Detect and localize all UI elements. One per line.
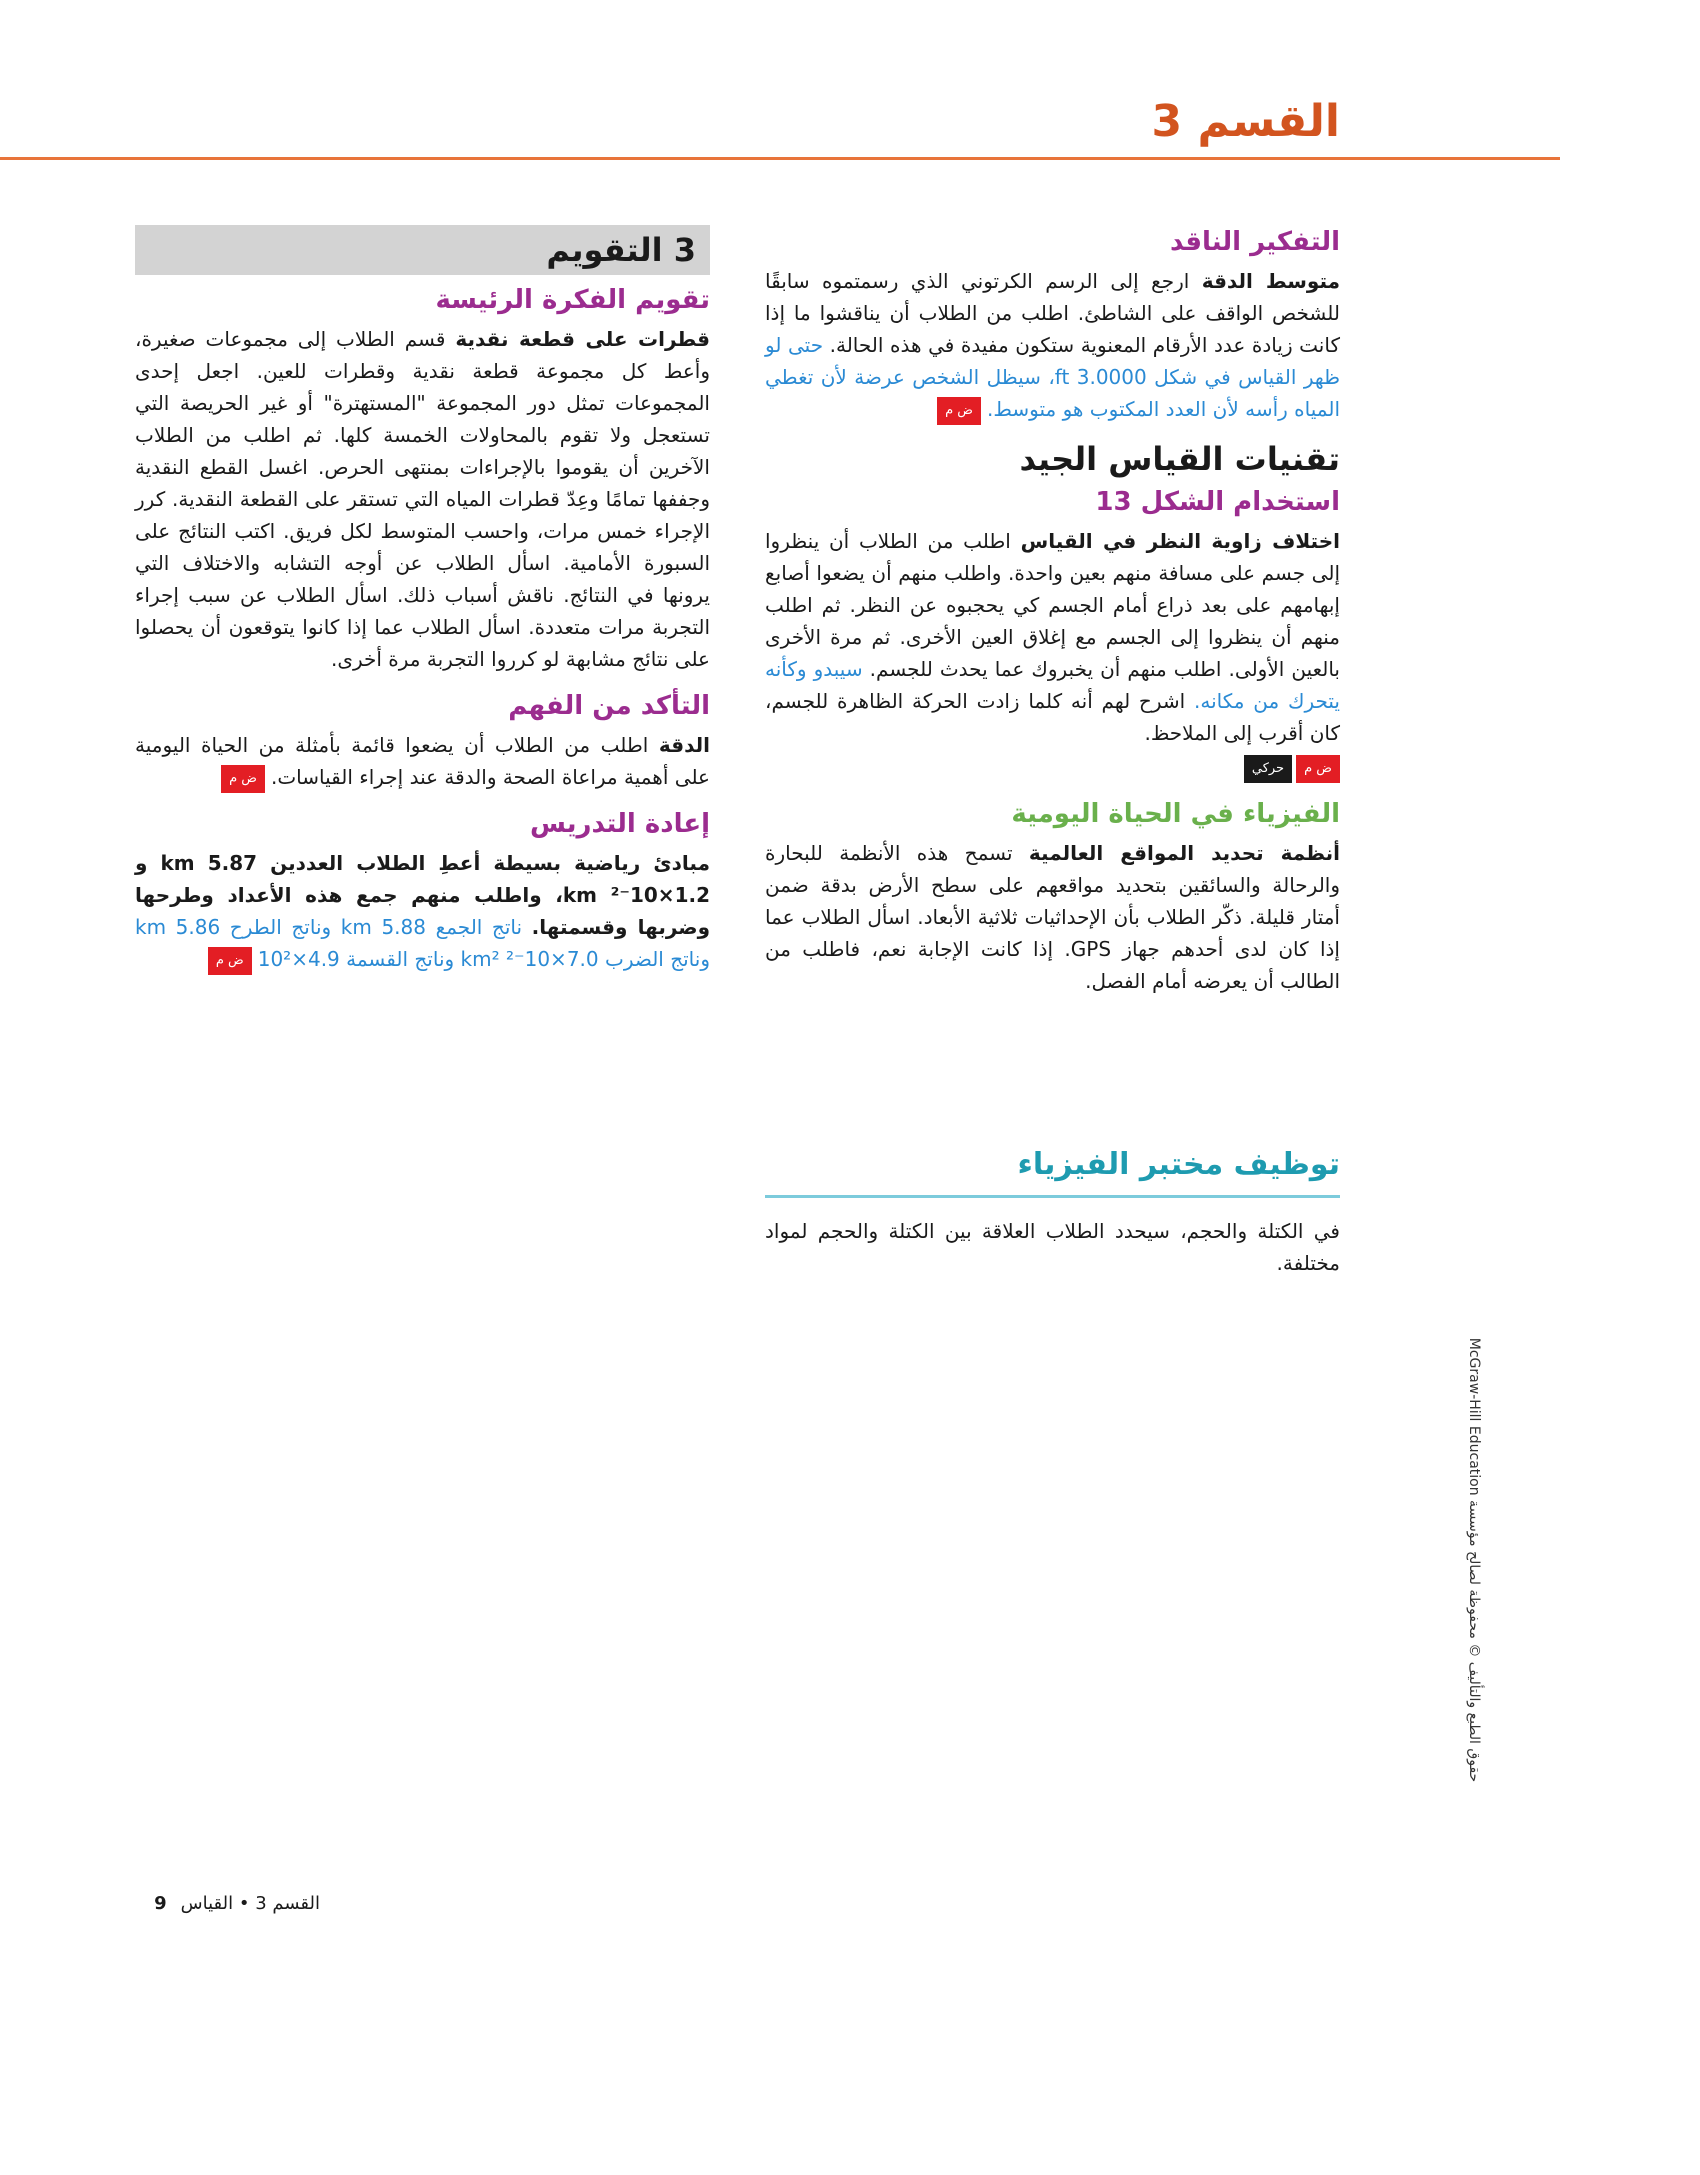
kinesthetic-badge: حركي xyxy=(1244,755,1292,783)
figure-body: اطلب من الطلاب أن ينظروا إلى جسم على مسافة منهم بعين واحدة. واطلب منهم أن يضعوا أصابع إبهامهم على بعد ذراع أمام الجسم كي يحجبوه عن النظر. ثم اطلب منهم أن ينظروا إلى الجسم مع إغلاق العين الأخرى. ثم مرة الأخرى بالعين الأولى. اطلب منهم أن يخبروك عما يحدث للجسم. xyxy=(765,529,1341,681)
diff-value: 5.86 km xyxy=(135,915,221,939)
figure-text xyxy=(765,525,1340,749)
critical-thinking-answer: حتى لو ظهر القياس في شكل 3.0000 ft، سيظل الشخص عرضة لأن تغطي المياه رأسه لأن العدد المكتوب هو متوسط. xyxy=(765,333,1340,421)
lab-section xyxy=(765,1145,1340,1198)
prod-label: وناتج الضرب xyxy=(604,947,710,971)
tag-badge: ض م xyxy=(937,397,981,425)
figure-body-2: اشرح لهم أنه كلما زادت الحركة الظاهرة للجسم، كان أقرب إلى الملاحظ. xyxy=(765,689,1340,745)
everyday-physics-term: أنظمة تحديد المواقع العالمية xyxy=(1028,841,1340,865)
sum-label: ناتج الجمع xyxy=(435,915,523,939)
critical-thinking-heading: التفكير الناقد xyxy=(1169,227,1340,257)
prod-value: 7.0×10⁻² km² xyxy=(460,947,599,971)
check-understanding-heading: التأكد من الفهم xyxy=(508,691,710,721)
page-number: 9 xyxy=(154,1893,167,1914)
figure-answer: سيبدو وكأنه يتحرك من مكانه. xyxy=(765,657,1341,713)
everyday-physics-heading: الفيزياء في الحياة اليومية xyxy=(1011,799,1340,829)
main-idea-text xyxy=(135,323,710,675)
reteach-term: مبادئ رياضية بسيطة xyxy=(493,851,710,875)
techniques-heading: تقنيات القياس الجيد xyxy=(1019,440,1340,478)
tag-badge: ض م xyxy=(208,947,252,975)
figure-tags xyxy=(765,755,1340,783)
check-understanding-text xyxy=(135,729,710,793)
lab-rule xyxy=(765,1195,1340,1198)
tag-badge: ض م xyxy=(221,765,265,793)
section-title: القسم 3 xyxy=(1151,96,1340,147)
copyright-text: حقوق الطبع والتأليف © محفوظة لصالح مؤسسة McGraw-Hill Education xyxy=(1466,1337,1482,1783)
diff-label: وناتج الطرح xyxy=(229,915,332,939)
assessment-box-header xyxy=(135,225,710,275)
check-understanding-body: اطلب من الطلاب أن يضعوا قائمة بأمثلة من الحياة اليومية على أهمية مراعاة الصحة والدقة عند إجراء القياسات. xyxy=(135,733,710,789)
lab-text: في الكتلة والحجم، سيحدد الطلاب العلاقة بين الكتلة والحجم لمواد مختلفة. xyxy=(765,1219,1340,1275)
tag-badge: ض م xyxy=(1296,755,1340,783)
critical-thinking-text xyxy=(765,265,1340,425)
main-idea-body: قسم الطلاب إلى مجموعات صغيرة، وأعط كل مجموعة قطعة نقدية وقطرات للعين. اجعل إحدى المجموعات تمثل دور المجموعة "المستهترة" أو غير الحريصة التي تستعجل ولا تقوم بالمحاولات الخمسة كلها. ثم اطلب من الطلاب الآخرين أن يقوموا بالإجراءات بمنتهى الحرص. اغسل القطع النقدية وجففها تمامًا وعِدّ قطرات المياه التي تستقر على القطعة النقدية. كرر الإجراء خمس مرات، واحسب المتوسط لكل فريق. اكتب النتائج على السبورة الأمامية. اسأل الطلاب عن أوجه التشابه والاختلاف التي يرونها في النتائج. ناقش أسباب ذلك. اسأل الطلاب عن سبب إجراء التجربة مرات متعددة. اسأل الطلاب عما إذا كانوا يتوقعون أن يحصلوا على نتائج مشابهة لو كرروا التجربة مرة أخرى. xyxy=(135,327,710,671)
check-understanding-term: الدقة xyxy=(658,733,710,757)
reteach-heading: إعادة التدريس xyxy=(530,809,710,839)
reteach-body: أعطِ الطلاب العددين 5.87 km و 1.2×10⁻² km، واطلب منهم جمع هذه الأعداد وطرحها وضربها وقسمتها. xyxy=(135,851,711,939)
lab-heading: توظيف مختبر الفيزياء xyxy=(1017,1147,1340,1182)
header-rule xyxy=(0,157,1560,160)
figure-heading: استخدام الشكل 13 xyxy=(1095,487,1340,517)
copyright-credit xyxy=(1462,1280,1482,1840)
assessment-heading: 3 التقويم xyxy=(546,231,696,269)
main-idea-term: قطرات على قطعة نقدية xyxy=(455,327,710,351)
everyday-physics-body: تسمح هذه الأنظمة للبحارة والرحالة والسائقين بتحديد مواقعهم على سطح الأرض بدقة ضمن أمتار قليلة. ذكّر الطلاب بأن الإحداثيات ثلاثية الأبعاد. اسأل الطلاب عما إذا كان لدى أحدهم جهاز GPS. إذا كانت الإجابة نعم، فاطلب من الطالب أن يعرضه أمام الفصل. xyxy=(765,841,1340,993)
sum-value: 5.88 km xyxy=(340,915,426,939)
reteach-text xyxy=(135,847,710,975)
quot-label: وناتج القسمة xyxy=(346,947,455,971)
footer-section: القسم 3 • القياس xyxy=(180,1893,320,1914)
critical-thinking-body: ارجع إلى الرسم الكرتوني الذي رسمتموه سابقًا للشخص الواقف على الشاطئ. اطلب من الطلاب أن يناقشوا ما إذا كانت زيادة عدد الأرقام المعنوية ستكون مفيدة في هذه الحالة. xyxy=(765,269,1340,357)
lab-text-block xyxy=(765,1215,1340,1279)
critical-thinking-term: متوسط الدقة xyxy=(1201,269,1340,293)
quot-value: 4.9×10² xyxy=(257,947,340,971)
figure-term: اختلاف زاوية النظر في القياس xyxy=(1020,529,1340,553)
right-column xyxy=(765,225,1340,997)
page-footer xyxy=(154,1893,320,1914)
everyday-physics-text xyxy=(765,837,1340,997)
left-column xyxy=(135,225,710,975)
main-idea-heading: تقويم الفكرة الرئيسة xyxy=(435,285,710,315)
